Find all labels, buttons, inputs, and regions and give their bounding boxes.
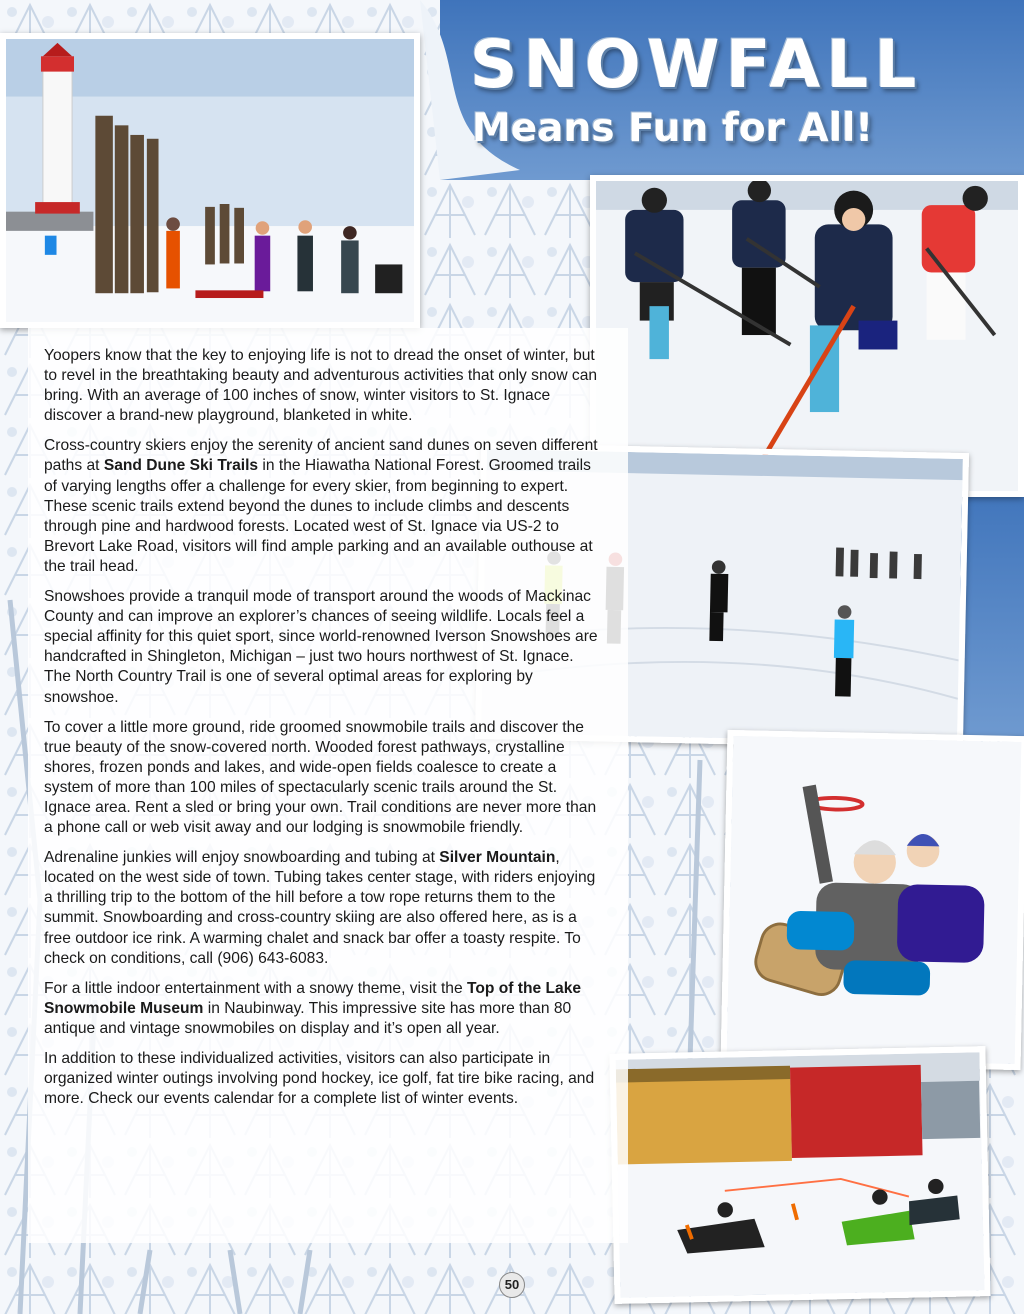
paragraph-7: In addition to these individualized activities, visitors can also participate in organized winter outings involving pond hockey, ice golf, fat tire bike racing, and more. Check our events calendar for a complete list of winter events.	[44, 1050, 595, 1108]
snowmobile-photo	[609, 1046, 990, 1304]
page-title	[440, 0, 1024, 175]
silver-mountain: Silver Mountain	[439, 849, 556, 867]
snowmobile-museum: Top of the Lake Snowmobile Museum	[44, 979, 582, 1017]
paragraph-3: Snowshoes provide a tranquil mode of transport around the woods of Mackinac County and can improve an explorer’s chances of seeing wildlife. Locals feel a special affinity for this quiet sport, since world-renowned Iverson Snowshoes are handcrafted in Shingleton, Michigan – just two hours northwest of St. Ignace. The North Country Trail is one of several optimal areas for exploring by snowshoe.	[44, 588, 598, 706]
sled-photo	[721, 730, 1024, 1070]
title-line-1: SNOWFALL	[470, 26, 923, 103]
title-line-2: Means Fun for All!	[472, 106, 874, 151]
paragraph-6: For a little indoor entertainment with a snowy theme, visit the Top of the Lake Snowmobile Museum in Naubinway. This impressive site has more than 80 antique and vintage snowmobiles on display and it’s open all year.	[44, 979, 582, 1037]
page-number: 50	[499, 1272, 525, 1298]
article-body	[44, 346, 600, 1119]
sand-dune-ski-trails: Sand Dune Ski Trails	[103, 457, 259, 475]
lighthouse-photo	[0, 33, 420, 328]
paragraph-1: Yoopers know that the key to enjoying life is not to dread the onset of winter, but to revel in the breathtaking beauty and adventurous activities that only snow can bring. With an average of 100 inches of snow, winter visitors to St. Ignace discover a brand-new playground, blanketed in white.	[44, 347, 598, 425]
paragraph-5: Adrenaline junkies will enjoy snowboarding and tubing at Silver Mountain, located on the west side of town. Tubing takes center stage, with riders enjoying a thrilling trip to the bottom of the hill before a tow rope returns them to the summit. Snowboarding and cross-country skiing are also offered here, as is a free outdoor ice rink. A warming chalet and snack bar offer a toasty respite. To check on conditions, call (906) 643-6083.	[44, 849, 596, 967]
paragraph-2: Cross-country skiers enjoy the serenity of ancient sand dunes on seven different paths at Sand Dune Ski Trails in the Hiawatha National Forest. Groomed trails of varying lengths offer a challenge for every skier, from beginning to expert. These scenic trails extend beyond the dunes to include climbs and descents through pine and hardwood forests. Located west of St. Ignace via US-2 to Brevort Lake Road, visitors will find ample parking and an available outhouse at the trail head.	[44, 437, 598, 575]
paragraph-4: To cover a little more ground, ride groomed snowmobile trails and discover the true beauty of the snow-covered north. Wooded forest pathways, crystalline shores, frozen ponds and lakes, and wide-open fields coalesce to create a system of more than 100 miles of spectacularly scenic trails around the St. Ignace area. Rent a sled or bring your own. Trail conditions are never more than a phone call or web visit away and our lodging is snowmobile friendly.	[44, 718, 597, 837]
